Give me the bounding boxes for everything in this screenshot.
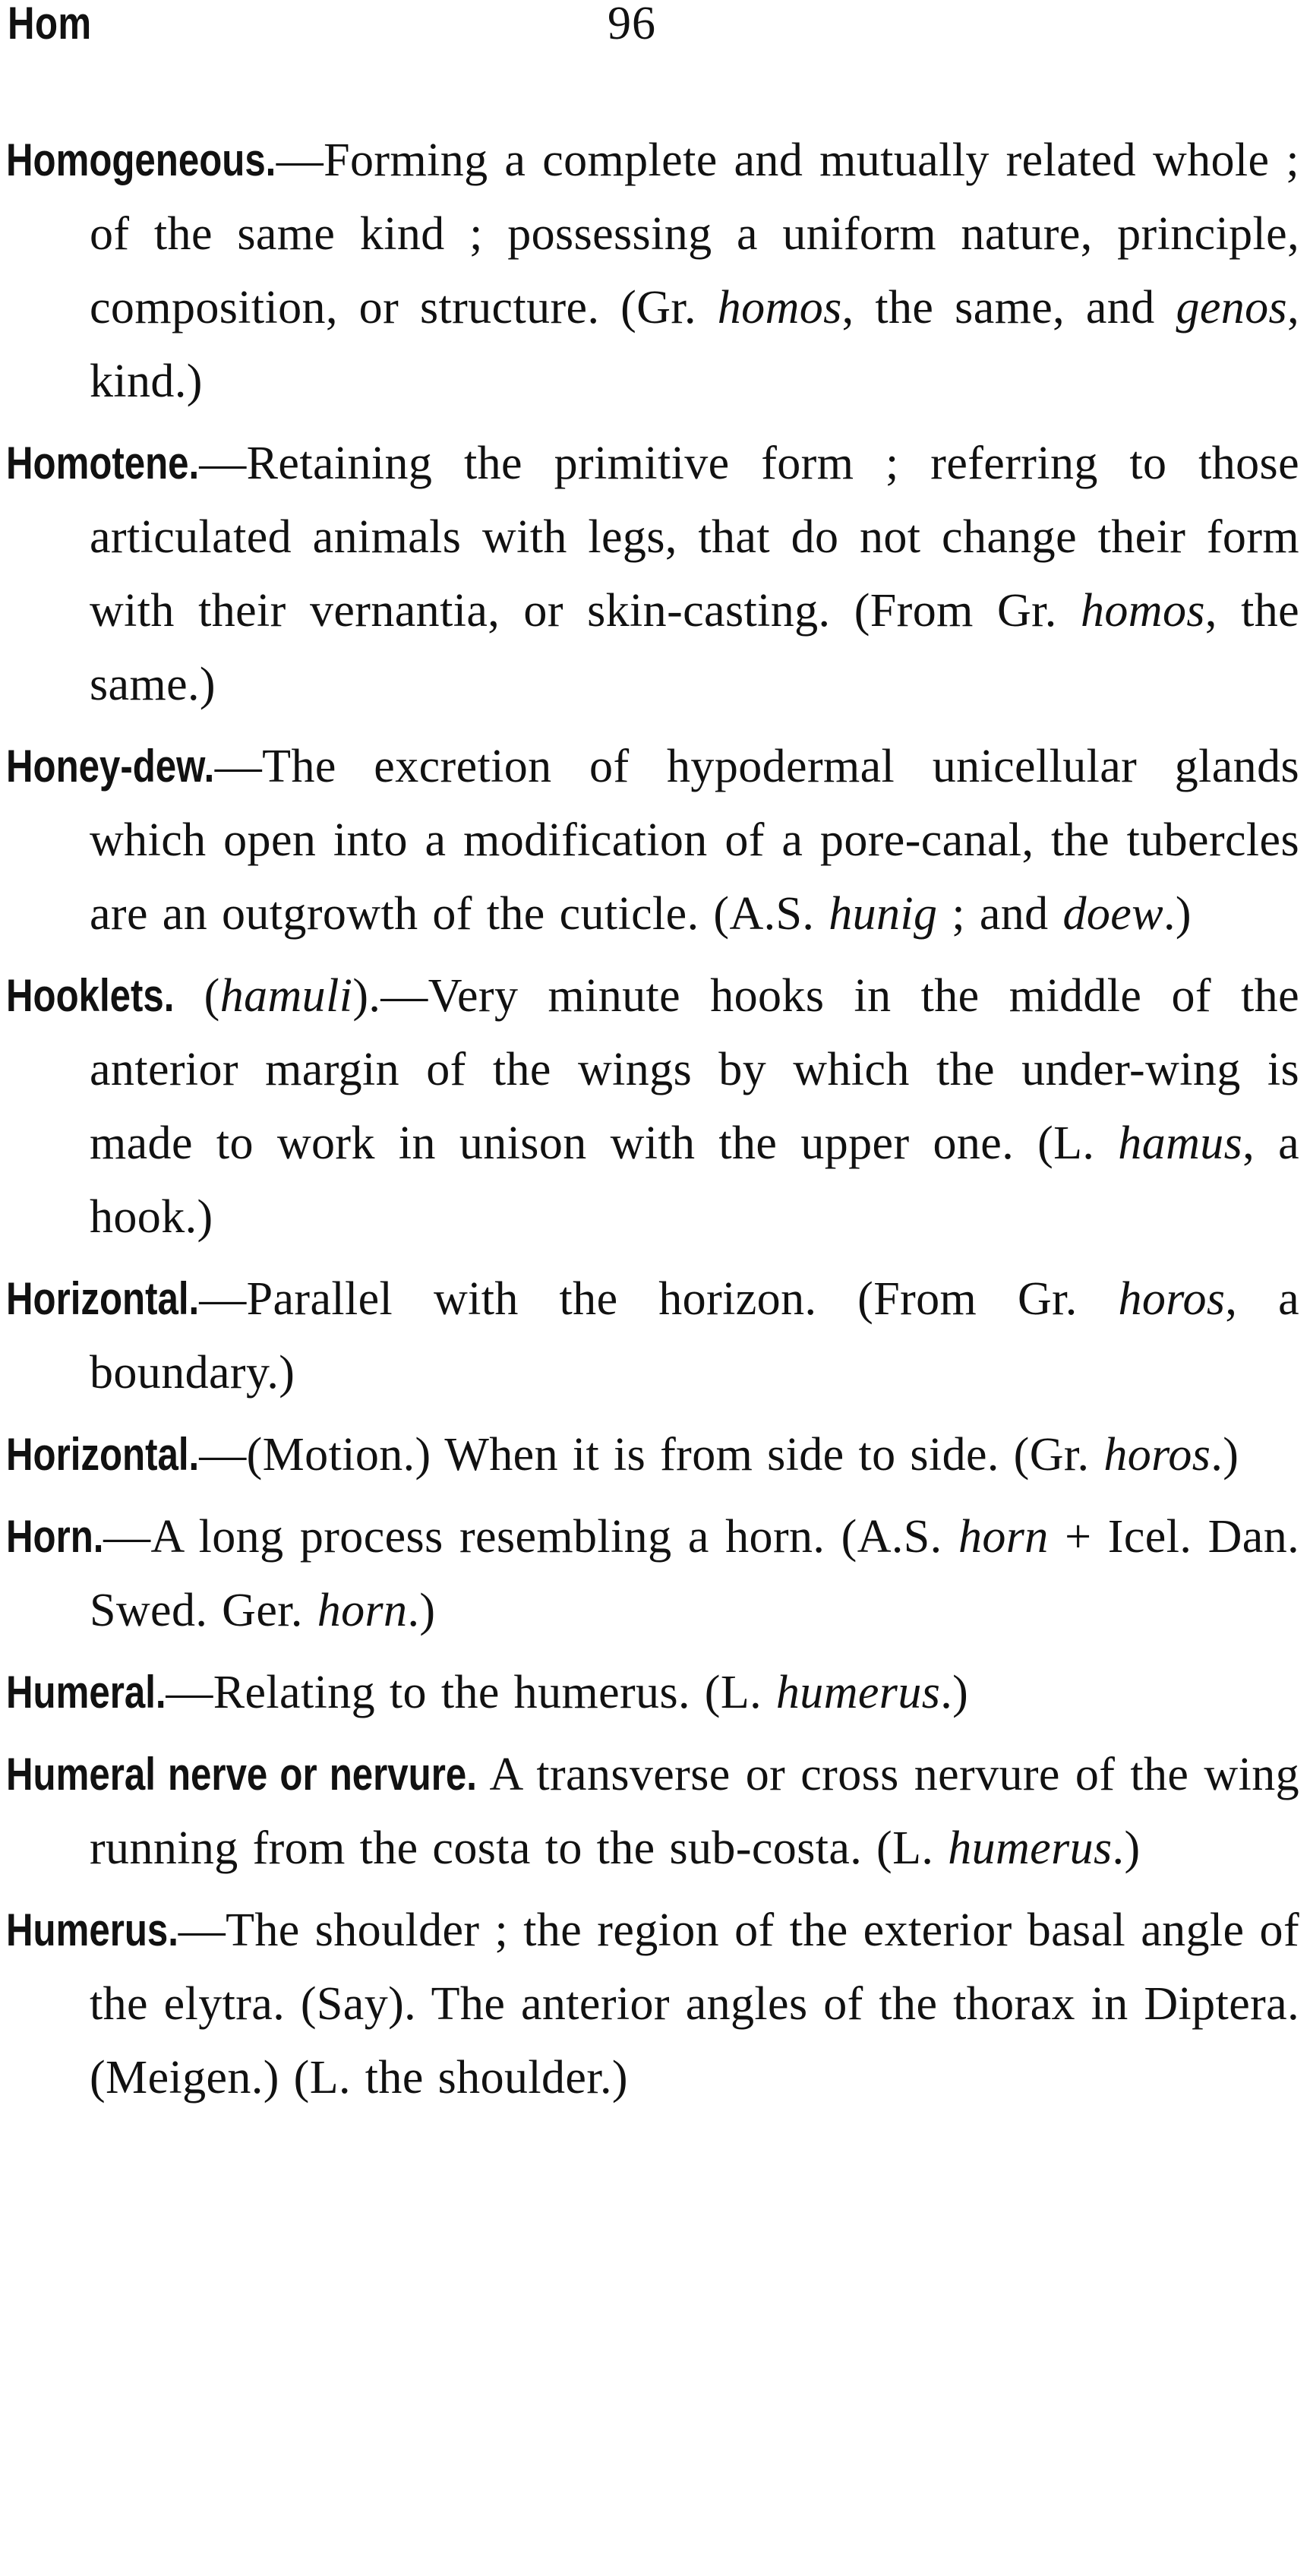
entry-text: , the same.) (90, 585, 1300, 710)
entry-text: —Relating to the humerus. (L. (166, 1667, 776, 1718)
entry-italic-term: hamuli (219, 970, 353, 1022)
entry-text: .) (1112, 1822, 1141, 1874)
entry-text: —The excretion of hypodermal unicellular glands which open into a modification of a pore-canal, the tubercles are an outgrowth of the cuticle. (A.S. (90, 741, 1299, 940)
entry-italic-term: homos (717, 282, 842, 333)
entry-text: ( (174, 970, 220, 1022)
entry-text: —Retaining the primitive form ; referring to those articulated animals with legs, that do not change their form with their vernantia, or skin-casting. (From Gr. (90, 438, 1299, 637)
entry-headword: Honey-dew. (6, 741, 215, 792)
entry-text: ).—Very minute hooks in the middle of the anterior margin of the wings by which the under-wing is made to work in unison with the upper one. (L. (90, 970, 1299, 1169)
entry-text: —The shoulder ; the region of the exterior basal angle of the elytra. (Say). The anterior angles of the thorax in Diptera. (Meigen.) (L. the shoulder.) (90, 1904, 1299, 2103)
entry-text: + Icel. Dan. Swed. Ger. (90, 1511, 1299, 1636)
dictionary-entry (6, 426, 1299, 722)
dictionary-entry (6, 1893, 1299, 2115)
entry-italic-term: horos (1103, 1429, 1211, 1481)
running-head (6, 0, 1299, 56)
entry-italic-term: horos (1118, 1273, 1226, 1325)
entry-headword: Hooklets. (6, 970, 175, 1021)
entry-headword: Homogeneous. (6, 134, 276, 185)
entry-text: .) (1211, 1429, 1239, 1481)
dictionary-entry (6, 1262, 1299, 1410)
entry-text: ; and (937, 888, 1063, 940)
dictionary-entry (6, 123, 1299, 419)
entry-text: —(Motion.) When it is from side to side. (Gr. (199, 1429, 1104, 1481)
entry-italic-term: hunig (829, 888, 938, 940)
entry-headword: Horn. (6, 1511, 104, 1562)
dictionary-entry (6, 1655, 1299, 1730)
entry-italic-term: horn (958, 1511, 1049, 1563)
entry-italic-term: homos (1080, 585, 1205, 637)
entry-text: —Forming a complete and mutually related whole ; of the same kind ; possessing a uniform nature, principle, composition, or structure. (Gr. (90, 134, 1299, 333)
entry-headword: Horizontal. (6, 1273, 200, 1324)
page-number: 96 (608, 0, 656, 49)
entry-text: A transverse or cross nervure of the wing running from the costa to the sub-costa. (L. (90, 1749, 1299, 1874)
entry-text: —Parallel with the horizon. (From Gr. (199, 1273, 1119, 1325)
entry-headword: Humeral nerve or nervure. (6, 1749, 477, 1800)
entry-text: , a boundary.) (90, 1273, 1300, 1399)
entry-text: , kind.) (90, 282, 1299, 407)
entry-italic-term: humerus (948, 1822, 1113, 1874)
entry-headword: Horizontal. (6, 1429, 200, 1480)
entry-italic-term: humerus (775, 1667, 941, 1718)
entry-text: .) (1163, 888, 1192, 940)
entry-italic-term: horn (317, 1585, 408, 1636)
entry-text: , a hook.) (90, 1117, 1300, 1243)
entry-italic-term: hamus (1118, 1117, 1243, 1169)
entry-headword: Humerus. (6, 1904, 178, 1955)
running-head-word: Hom (8, 0, 92, 49)
entry-list (6, 123, 1299, 2115)
dictionary-entry (6, 1737, 1299, 1885)
dictionary-entry (6, 1500, 1299, 1648)
entry-headword: Humeral. (6, 1667, 166, 1718)
entry-italic-term: genos (1176, 282, 1288, 333)
dictionary-entry (6, 729, 1299, 951)
entry-text: , the same, and (841, 282, 1176, 333)
entry-text: —A long process resembling a horn. (A.S. (103, 1511, 958, 1563)
entry-text: .) (407, 1585, 436, 1636)
entry-italic-term: doew (1062, 888, 1163, 940)
dictionary-entry (6, 959, 1299, 1254)
entry-headword: Homotene. (6, 438, 200, 488)
dictionary-entry (6, 1418, 1299, 1492)
entry-text: .) (940, 1667, 969, 1718)
